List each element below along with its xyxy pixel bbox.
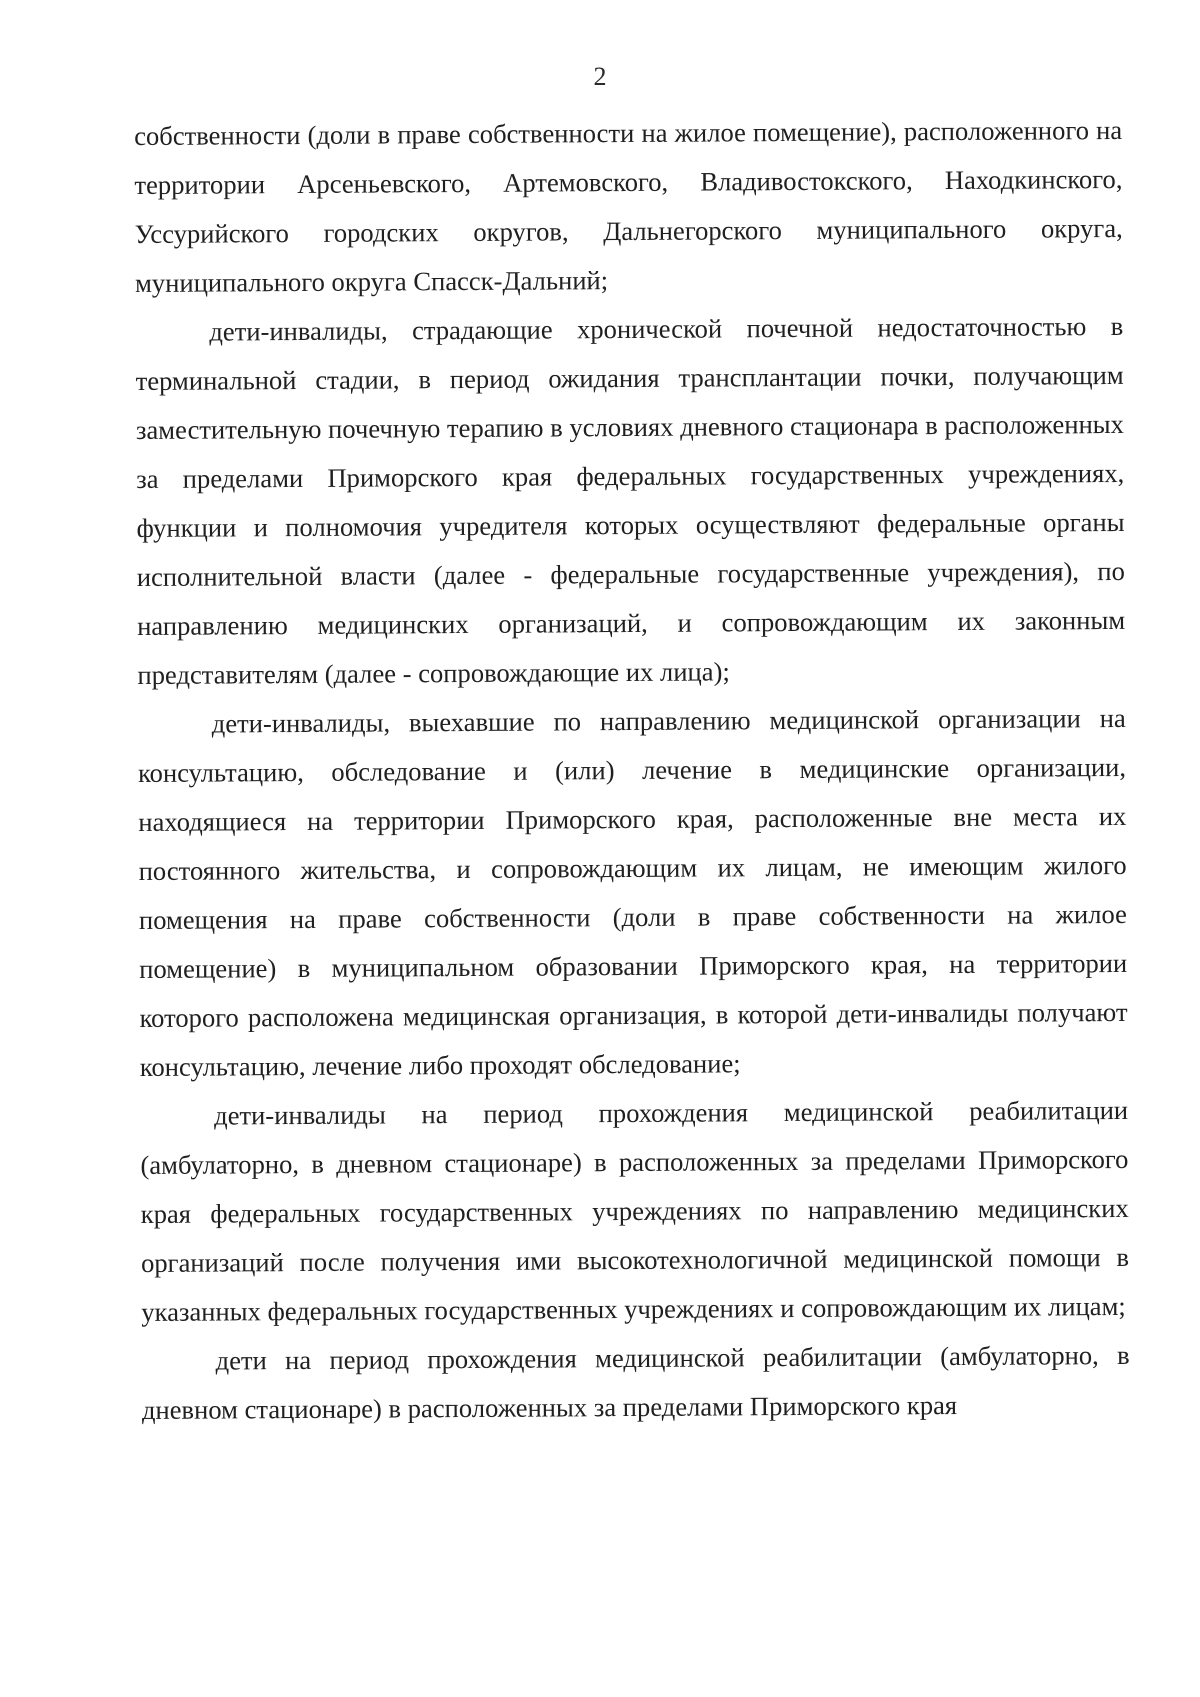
paragraph-continuation: собственности (доли в праве собственности на жилое помещение), расположенного на территории Арсеньевского, Артемовского, Владивостокского, Находкинского, Уссурийского городских округов, Дальнегорского муниципального округа, муниципального округа Спасск-Дальний; [134,114,1123,298]
document-body [134,106,1130,1435]
paragraph-rehabilitation-disabled: дети-инвалиды на период прохождения медицинской реабилитации (амбулаторно, в дневном стационаре) в расположенных за пределами Приморского края федеральных государственных учреждениях по направлению медицинских организаций после получения ими высокотехнологичной медицинской помощи в указанных федеральных государственных учреждениях и сопровождающим их лицам; [140,1094,1130,1327]
paragraph-consultation: дети-инвалиды, выехавшие по направлению медицинской организации на консультацию, обследование и (или) лечение в медицинские организации, находящиеся на территории Приморского края, расположенные вне места их постоянного жительства, и сопровождающим их лицам, не имеющим жилого помещения на праве собственности (доли в праве собственности на жилое помещение) в муниципальном образовании Приморского края, на территории которого расположена медицинская организация, в которой дети-инвалиды получают консультацию, лечение либо проходят обследование; [137,702,1128,1082]
paragraph-rehabilitation-children: дети на период прохождения медицинской реабилитации (амбулаторно, в дневном стационаре) в расположенных за пределами Приморского края [141,1339,1130,1425]
paragraph-kidney-failure: дети-инвалиды, страдающие хронической почечной недостаточностью в терминальной стадии, в период ожидания трансплантации почки, получающим заместительную почечную терапию в условиях дневного стационара в расположенных за пределами Приморского края федеральных государственных учреждениях, функции и полномочия учредителя которых осуществляют федеральные органы исполнительной власти (далее - федеральные государственные учреждения), по направлению медицинских организаций, и сопровождающим их законным представителям (далее - сопровождающие их лица); [135,310,1126,690]
page-number: 2 [593,62,607,91]
